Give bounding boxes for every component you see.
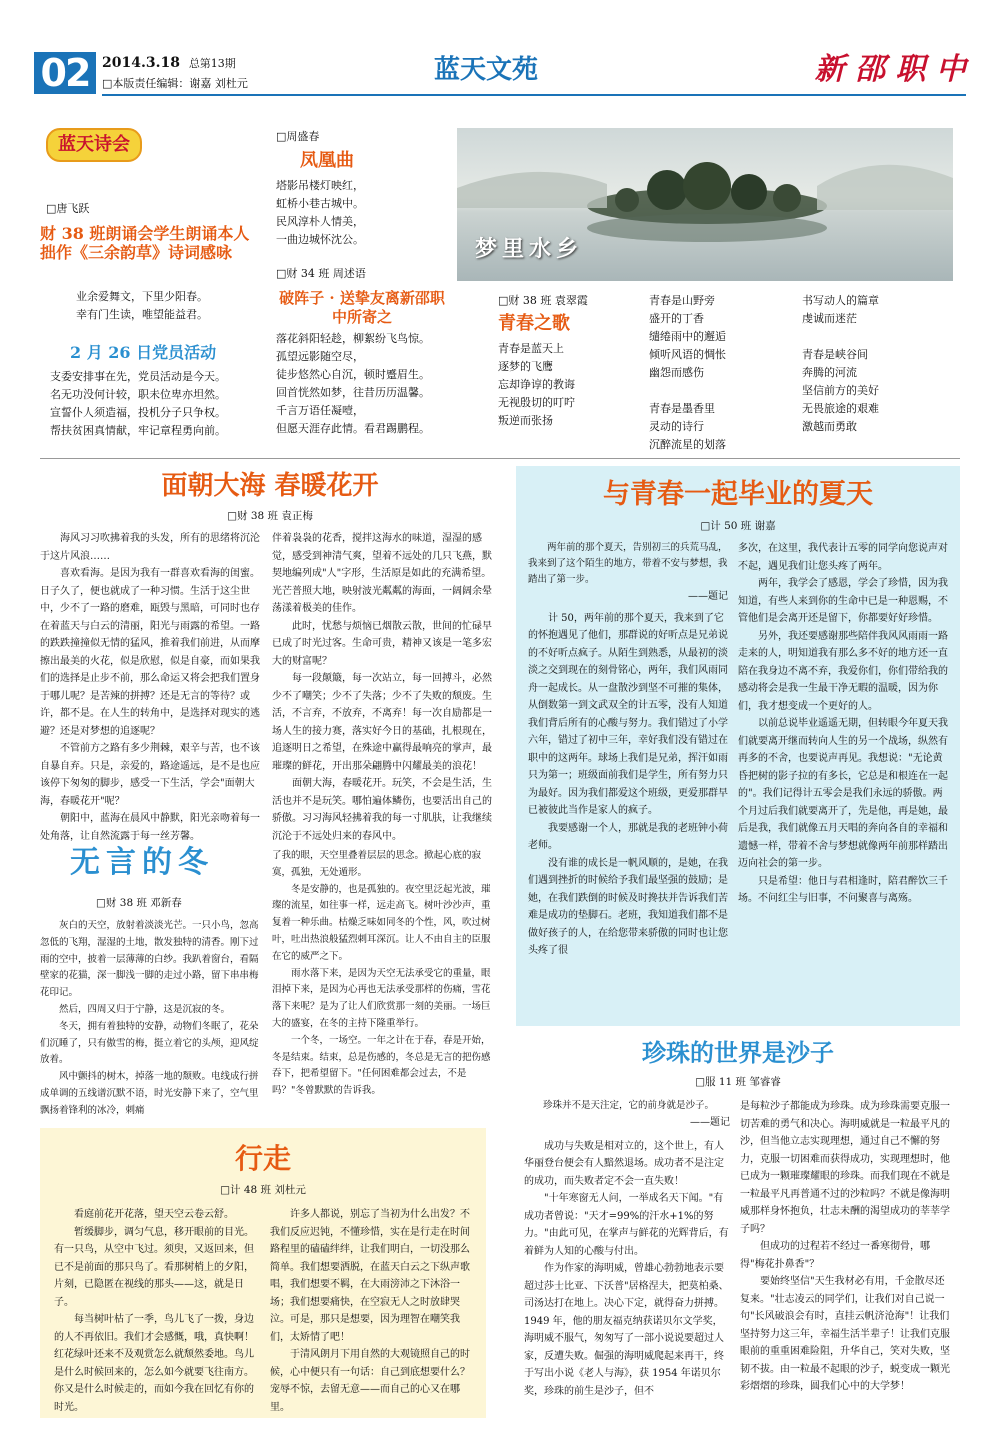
- section-divider: [40, 458, 960, 459]
- poem-4-body: 落花斜阳轻趁，柳絮纷飞鸟惊。 孤望远影随空尽， 徒步悠然心自沉，顿时蹙眉生。 回首恍然如梦，往昔历历温馨。 千言万语任凝噎， 但愿天涯存此情。看君踢鹏程。: [276, 332, 430, 435]
- sea-col1: 海风习习吹拂着我的头发，所有的思绪将沉沦于这片风浪…… 喜欢看海。是因为我有一群喜欢看海的闺蜜。日子久了，便也就成了一种习惯。生活于这尘世中，少不了一路的磨难，瓯毁与黑暗，可同时也存在着蓝天与白云的清丽，阳光与雨露的希望。一路的跌跌撞撞似无情的猛风，推着我们前进，从而摩擦出最美的火花，似是欣慰，似是自豪，而如果我们的选择是止步不前，那么命运又将会把我们置身于哪儿呢？是苦辣的拼搏？还是无言的等待？或许，都不是。在人生的转角中，是选择对现实的逃避？还是对梦想的追逐呢？ 不管前方之路有多少荆棘，艰辛与苦，也不该自暴自弃。只是，亲爱的，路途遥远，是不是也应该停下匆匆的脚步，感受一下生活，学会"面朝大海，春暖花开"呢？ 朝阳中，蓝海在晨风中静默，阳光亲吻着每一处角落，让自然流露于每一丝芳馨。: [40, 533, 260, 842]
- youth-song-title: 青春之歌: [498, 313, 570, 334]
- winter-col1: 灰白的天空，放射着淡淡光芒。一只小鸟，忽高忽低的飞翔，湿湿的土地，散发独特的清香。刚下过雨的空中，披着一层薄薄的白纱。我趴着窗台，看隔壁家的花猫，深一脚浅一脚的走过小路，留下串串梅花印记。 然后，四周又归于宁静，这是沉寂的冬。 冬天，拥有着独特的安静，动物们冬眠了，花朵们沉睡了，只有傲雪的梅，挺立着它的头颅，迎风绽放着。 风中颤抖的树木，掉落一地的颓败。电线成行拼成单调的五线谱沉默不语，时光安静下来了，空气里飘扬着锋利的冰冷，刺痛: [40, 920, 259, 1116]
- walk-byline: □计 48 班 刘杜元: [220, 1184, 306, 1196]
- poem-1-title: 财 38 班朗诵会学生朗诵本人拙作《三余韵草》诗词感咏: [40, 224, 250, 262]
- walk-col1: 看庭前花开花落，望天空云卷云舒。 暂缓脚步，调匀气息，移开眼前的目光。有一只鸟，从空中飞过。须臾，又返回来，但已不是前面的那只鸟了。看那树梢上的夕阳，片刻，已隐匿在视线的那头——这，就是日子。 每当树叶枯了一季，鸟儿飞了一拨，身边的人不再依旧。我们才会感慨，哦，真快啊！红花绿叶还来不及观赏怎么就颓然委地。鸟儿是什么时候回来的，怎么如今就要飞往南方。你又是什么时候走的，而如今我在回忆有你的时光。: [54, 1209, 254, 1413]
- poetry-badge: 蓝天诗会: [46, 128, 142, 162]
- issue-date: 2014.3.18: [102, 55, 180, 71]
- winter-col2: 了我的眼，天空里叠着层层的思念。掀起心底的寂寞，孤独，无处遁形。 冬是安静的，也是孤独的。夜空里泛起光波，璀璨的流星，如往事一样，远走高飞。树叶沙沙声，重复着一种乐曲。枯燥乏味如同冬的个性，风，吹过树叶，吐出热浪般猛烈刺耳深沉。让人不由自主的臣服在它的威严之下。 雨水落下来，是因为天空无法承受它的重量，眼泪掉下来，是因为心再也无法承受那样的伤痛，雪花落下来呢？是为了让人们欣赏那一刻的美丽。一场巨大的盛宴，在冬的主持下隆重举行。 一个冬，一场空。一年之计在于春，春是开始，冬是结束。结束，总是伤感的，冬总是无言的把伤感吞下，把希望留下。"任何困难都会过去，不是吗？"冬曾默默的告诉我。: [272, 850, 491, 1097]
- walk-title: 行走: [234, 1142, 291, 1175]
- poem-1-body: 业余爱舞文，下里少阳春。 幸有门生读，唯望能益君。: [76, 290, 208, 321]
- masthead: [34, 48, 966, 96]
- pearl-title: 珍珠的世界是沙子: [642, 1039, 834, 1067]
- pearl-col1: 珍珠并不是天注定，它的前身就是沙子。 ——题记 成功与失败是相对立的，这个世上，有人华丽登台便会有人黯然退场。成功者不是注定的成功，而失败者定不会一直失败！ "十年寒窗无人问，一举成名天下闻。"有成功者曾说："天才=99%的汗水+1%的努力。"由此可见，在掌声与鲜花的光辉背后，有着鲜为人知的心酸与付出。 作为作家的海明威，曾雄心勃勃地表示要超过莎士比亚、下沃普"居格涅夫，把莫柏桑、司汤达打在地上。决心下定，就得奋力拼搏。1949 年，他的朋友福克纳获诺贝尔文学奖，海明威不服气，匆匆写了一部小说说要超过人家，反遭失败。倔强的海明威爬起来再干，终于写出小说《老人与海》，获 1954 年诺贝尔奖，珍珠的前生是沙子，但不: [524, 1100, 730, 1397]
- issue-number: 总第13期: [188, 57, 236, 70]
- photo-caption: 梦里水乡: [475, 236, 584, 262]
- poem-3-title: 凤凰曲: [300, 150, 354, 171]
- landscape-photo: [457, 128, 953, 281]
- sea-title: 面朝大海 春暖花开: [161, 471, 379, 501]
- masthead-rule: [102, 94, 966, 96]
- graduate-title: 与青春一起毕业的夏天: [603, 479, 873, 510]
- page-number: 02: [34, 52, 96, 94]
- poem-1-byline: □唐飞跃: [46, 202, 90, 215]
- poem-4-byline: □财 34 班 周述语: [276, 267, 366, 280]
- poem-2-body: 支委安排事在先，党员活动是今天。 名无功没何计较，职未位卑亦坦然。 宣誓仆人须造福，投机分子只争权。 帮扶贫困真情献，牢记章程勇向前。: [50, 370, 226, 437]
- pearl-byline: □服 11 班 邹睿睿: [695, 1076, 781, 1088]
- sea-byline: □财 38 班 袁正梅: [227, 510, 313, 522]
- graduate-col2: 多次，在这里，我代表计五零的同学向您说声对不起，遇见我们让您头疼了两年。 两年，我学会了感恩，学会了珍惜，因为我知道，有些人来到你的生命中已是一种恩赐，不管他们是会离开还是留下，你都要好好珍惜。 另外，我还要感谢那些陪伴我风风雨雨一路走来的人，明知道我有那么多不好的地方还一直陪在我身边不离不弃，我爱你们，你们带给我的感动将会是我一生最干净无暇的温暖，因为你们，我才想变成一个更好的人。 以前总说毕业遥遥无期，但转眼今年夏天我们就要离开继而转向人生的另一个战场，纵然有再多的不舍，也要说声再见。我想说："无论黄昏把树的影子拉的有多长，它总是和根连在一起的"。我们记得计五零会是我们永远的骄傲。两个月过后我们就要离开了，先是他，再是她，最后是我，我们就像五月天唱的奔向各自的幸福和遗憾一样，带着不舍与梦想就像两年前那样踏出迈向社会的第一步。 只是希望：他日与君相逢时，陪君醉饮三千场。不问红尘与旧事，不问聚喜与离殇。: [738, 543, 948, 904]
- pearl-col2: 是每粒沙子都能成为珍珠。成为珍珠需要克服一切苦难的勇气和决心。海明威就是一粒最平凡的沙，但当他立志实现理想，通过自己不懈的努力，克服一切困难而获得成功，实现理想时，他已成为一颗璀璨耀眼的珍珠。而我们现在不就是一粒最平凡再普通不过的沙粒吗？不就是像海明威那样身怀抱负，壮志未酬的渴望成功的莘莘学子吗？ 但成功的过程若不经过一番寒彻骨，哪得"梅花扑鼻香"？ 要始终坚信"天生我材必有用，千金散尽还复来。"壮志凌云的同学们，让我们对自己说一句"长风破浪会有时，直挂云帆济沧海"！让我们坚持努力这三年，幸福生活半辈子！让我们克服眼前的重重困难险阻，升华自己，笑对失败，坚韧不拔。由一粒最不起眼的沙子，蜕变成一颗光彩熠熠的珍珠，圆我们心中的大学梦！: [740, 1101, 950, 1392]
- youth-song-col2: 青春是山野旁 盛开的丁香 缱绻雨中的邂逅 倾听风语的惆怅 幽怨而感伤 青春是墨香里 灵动的诗行 沉醉流星的划落: [649, 294, 726, 451]
- poem-3-byline: □周盛春: [276, 130, 320, 143]
- graduate-byline: □计 50 班 谢嘉: [700, 520, 776, 532]
- youth-song-col1: 青春是蓝天上 逐梦的飞鹰 忘却诤谆的教诲 无视殷切的叮咛 叛逆而张扬: [498, 342, 575, 427]
- poem-2-title: 2 月 26 日党员活动: [70, 343, 217, 362]
- section-title: 蓝天文苑: [434, 55, 539, 85]
- poem-3-body: 塔影吊楼灯映红， 虹桥小巷古城中。 民风淳朴人情美， 一曲边城怀沈公。: [276, 179, 364, 246]
- walk-col2: 许多人都说，别忘了当初为什么出发？不我们反应迟钝，不懂珍惜，实在是行走在时间路程里的磕磕绊绊，让我们明白，一切没那么简单。我们想要洒脱，在蓝天白云之下纵声歌唱，我们想要不羁，在大雨滂沛之下沐浴一场；我们想要痛快，在空寂无人之时放肆哭泣。可是，那只是想要，因为理智在嘲笑我们，太矫情了吧！ 于清风朗月下用自然的大观镜照自己的时候，心中便只有一句话：自己到底想要什么？宠辱不惊，去留无意——而自己的心又在哪里。: [270, 1209, 470, 1413]
- poem-4-title: 破阵子 · 送挚友离新邵职中所寄之: [279, 289, 445, 326]
- youth-song-col3: 书写动人的篇章 虔诚而迷茫 青春是峡谷间 奔腾的河流 坚信前方的美好 无畏旅途的艰难 激越而勇敢: [802, 294, 879, 433]
- youth-song-byline: □财 38 班 袁翠霞: [498, 294, 588, 307]
- graduate-col1: 两年前的那个夏天，告别初三的兵荒马乱，我来到了这个陌生的地方，带着不安与梦想，我踏出了第一步。 ——题记 计 50，两年前的那个夏天，我来到了它的怀抱遇见了他们，那群说的好听点是兄弟说的不好听点疯子。从陌生到熟悉，从最初的淡淡之交到现在的刻骨铭心，两年，我们风雨同舟一起成长。从一盘散沙到坚不可摧的集体，从倒数第一到文武双全的计五零，没有人知道我们背后所有的心酸与努力。我们错过了小学六年，错过了初中三年，幸好我们没有错过在职中的这两年。球场上我们是兄弟，挥汗如雨只为第一；班级面前我们是学生，所有努力只为最好。因为我们都爱这个班级，更爱那群早已被彼此当作是家人的疯子。 我要感谢一个人，那就是我的老班钟小荷老师。 没有谁的成长是一帆风顺的，是她，在我们遇到挫折的时候给予我们最坚强的鼓励；是她，在我们跌倒的时候及时搀扶并告诉我们苦难是成功的垫脚石。老班，我知道我们都不是做好孩子的人，在给您带来骄傲的同时也让您头疼了很: [528, 542, 728, 956]
- winter-title: 无言的冬: [70, 845, 214, 880]
- winter-byline: □财 38 班 邓新春: [96, 897, 182, 909]
- editor-line: □本版责任编辑：谢嘉 刘杜元: [102, 77, 248, 90]
- paper-logo: 新 邵 职 中: [814, 52, 966, 87]
- sea-col2: 伴着袅袅的花香，搅拌这海水的味道，湿湿的感觉，感受到神清气爽，望着不远处的几只飞燕，默契地编列成"人"字形，生活原是如此的充满希望。光芒普照大地，映射波光粼粼的海面，一阔阔余晕荡漾着极美的佳作。 此时，忧愁与烦恼已烟散云散，世间的忙碌早已成了时光过客。生命可贵，精神又该是一笔多宏大的财富呢？ 每一段颠簸，每一次站立，每一回搏斗，必然少不了嘲笑；少不了失落；少不了失败的颓废。生活，不言弃，不放弃，不离弃！每一次自励都是一场人生的接力赛，落实好今日的基础，扎根现在，追逐明日之希望，在殊途中赢得最响亮的掌声，最璀璨的鲜花，开出那朵翩腾中闪耀最美的浪花！ 面朝大海，春暖花开。玩笑，不会是生活，生活也并不是玩笑。哪怕遍体鳞伤，也要活出自己的骄傲。习习海风轻拂着我的每一寸肌肤，让我继续沉沦于不远处归来的春风中。: [272, 533, 492, 842]
